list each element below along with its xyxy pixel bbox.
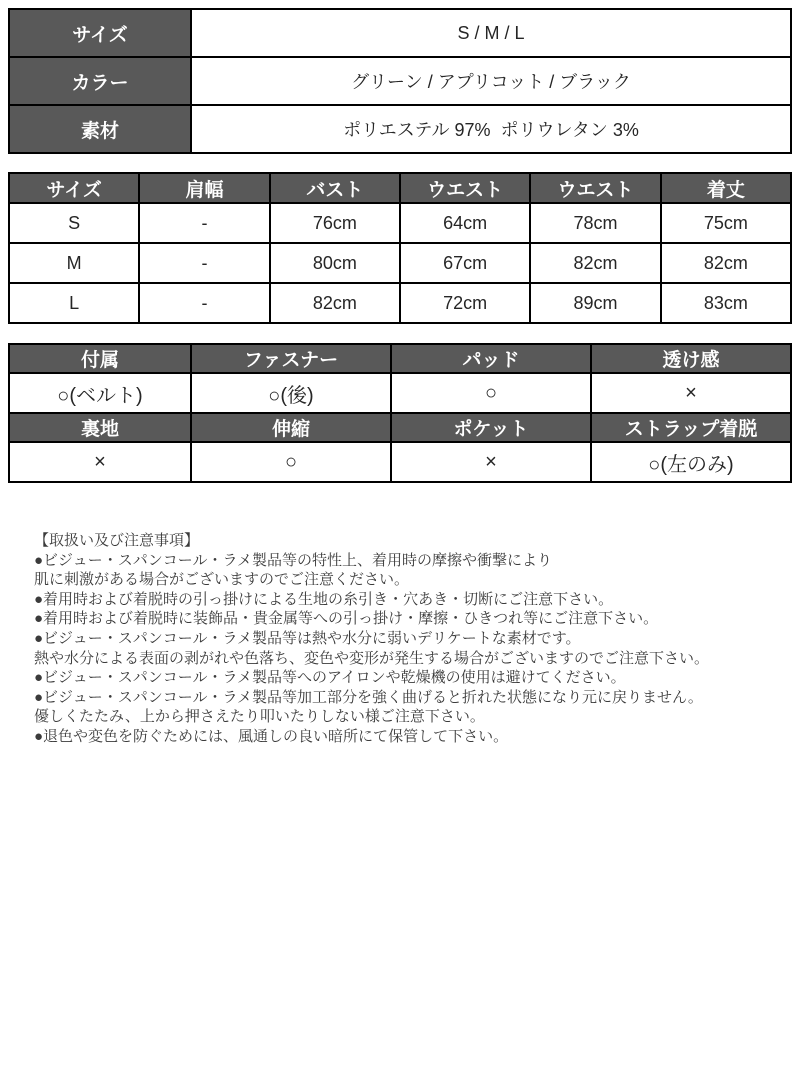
table-cell: 76cm [270, 203, 400, 243]
column-header-stretch: 伸縮 [191, 413, 391, 442]
column-header-lining: 裏地 [9, 413, 191, 442]
note-line: ●着用時および着脱時に装飾品・貴金属等への引っ掛け・摩擦・ひきつれ等にご注意下さい。 [34, 610, 659, 628]
note-line: 熱や水分による表面の剥がれや色落ち、変色や変形が発生する場合がございますのでご注意下さい。 [34, 649, 710, 667]
table-row [9, 243, 791, 283]
table-cell: × [591, 373, 791, 413]
table-cell: 64cm [400, 203, 530, 243]
size-chart-table [8, 172, 792, 324]
table-row [9, 373, 791, 413]
column-header-size: サイズ [9, 173, 139, 203]
column-header-pad: パッド [391, 344, 591, 373]
spec-value-color: グリーン / アプリコット / ブラック [191, 57, 791, 105]
spec-value-size: S / M / L [191, 9, 791, 57]
column-header-waist-2: ウエスト [530, 173, 660, 203]
care-notes [34, 531, 794, 747]
table-cell: 67cm [400, 243, 530, 283]
spec-label-color: カラー [9, 57, 191, 105]
table-header-row [9, 344, 791, 373]
table-row [9, 105, 791, 153]
table-cell: - [139, 283, 269, 323]
table-cell: ○(左のみ) [591, 442, 791, 482]
feature-table [8, 343, 792, 483]
note-line: ●ビジュー・スパンコール・ラメ製品等へのアイロンや乾燥機の使用は避けてください。 [34, 669, 626, 687]
table-cell: 75cm [661, 203, 791, 243]
column-header-sheerness: 透け感 [591, 344, 791, 373]
table-cell: × [391, 442, 591, 482]
notes-title: 【取扱い及び注意事項】 [34, 532, 200, 549]
note-line: 優しくたたみ、上から押さえたり叩いたりしない様ご注意下さい。 [34, 708, 485, 726]
column-header-strap: ストラップ着脱 [591, 413, 791, 442]
column-header-shoulder: 肩幅 [139, 173, 269, 203]
table-cell: M [9, 243, 139, 283]
table-cell: ○ [191, 442, 391, 482]
table-cell: 72cm [400, 283, 530, 323]
table-row [9, 283, 791, 323]
table-cell: ○(後) [191, 373, 391, 413]
table-row [9, 57, 791, 105]
note-line: ●ビジュー・スパンコール・ラメ製品等の特性上、着用時の摩擦や衝撃により [34, 551, 553, 569]
note-line: ●着用時および着脱時の引っ掛けによる生地の糸引き・穴あき・切断にご注意下さい。 [34, 590, 614, 608]
spec-table [8, 8, 792, 154]
table-cell: 82cm [530, 243, 660, 283]
table-cell: 82cm [661, 243, 791, 283]
table-row [9, 9, 791, 57]
note-line: ●退色や変色を防ぐためには、風通しの良い暗所にて保管して下さい。 [34, 727, 509, 745]
table-row [9, 442, 791, 482]
table-cell: 89cm [530, 283, 660, 323]
table-cell: × [9, 442, 191, 482]
column-header-length: 着丈 [661, 173, 791, 203]
table-header-row [9, 413, 791, 442]
table-cell: S [9, 203, 139, 243]
table-cell: 80cm [270, 243, 400, 283]
table-cell: - [139, 243, 269, 283]
table-header-row [9, 173, 791, 203]
table-cell: ○(ベルト) [9, 373, 191, 413]
column-header-fastener: ファスナー [191, 344, 391, 373]
note-line: ●ビジュー・スパンコール・ラメ製品等は熱や水分に弱いデリケートな素材です。 [34, 629, 581, 647]
table-cell: 83cm [661, 283, 791, 323]
table-cell: L [9, 283, 139, 323]
table-cell: ○ [391, 373, 591, 413]
spec-label-size: サイズ [9, 9, 191, 57]
table-cell: 82cm [270, 283, 400, 323]
column-header-accessory: 付属 [9, 344, 191, 373]
note-line: ●ビジュー・スパンコール・ラメ製品等加工部分を強く曲げると折れた状態になり元に戻りません。 [34, 688, 703, 706]
spec-label-material: 素材 [9, 105, 191, 153]
column-header-waist-1: ウエスト [400, 173, 530, 203]
table-row [9, 203, 791, 243]
table-cell: 78cm [530, 203, 660, 243]
spec-value-material: ポリエステル 97% ポリウレタン 3% [191, 105, 791, 153]
note-line: 肌に刺激がある場合がございますのでご注意ください。 [34, 571, 410, 589]
table-cell: - [139, 203, 269, 243]
column-header-bust: バスト [270, 173, 400, 203]
column-header-pocket: ポケット [391, 413, 591, 442]
